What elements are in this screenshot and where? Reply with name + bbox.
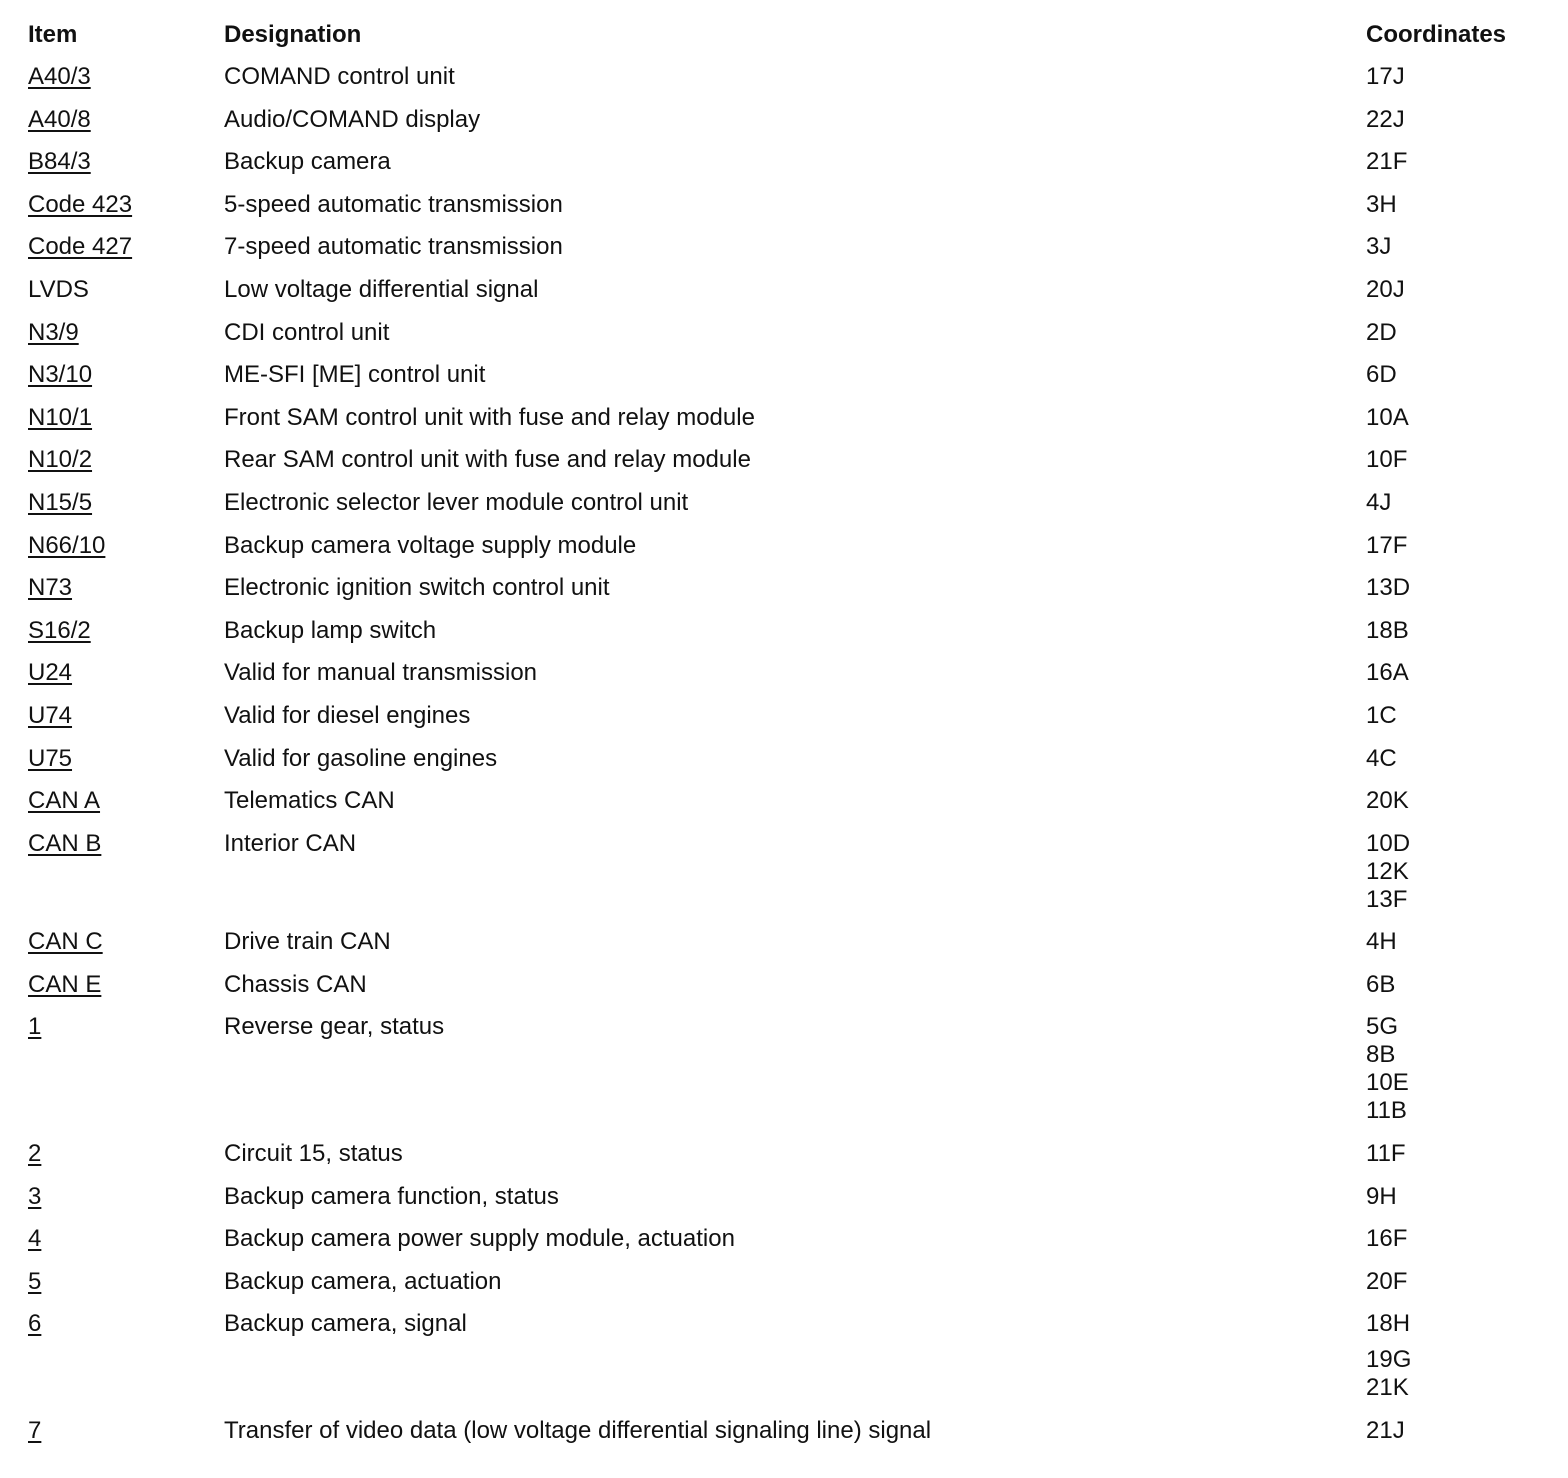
designation-cell: Valid for diesel engines (224, 701, 471, 729)
table-row (28, 610, 1548, 653)
coordinate-value: 13D (1366, 574, 1411, 602)
coordinate-value: 16F (1366, 1225, 1408, 1253)
coordinate-value: 1C (1366, 701, 1397, 729)
item-link[interactable]: Code 423 (28, 190, 133, 218)
item-link[interactable]: CAN A (28, 787, 101, 815)
coordinates-cell (1366, 1410, 1548, 1453)
coordinates-cell (1366, 652, 1548, 695)
table-row (28, 1176, 1548, 1219)
item-cell (28, 56, 224, 99)
coordinates-cell (1366, 1261, 1548, 1304)
coordinate-value: 11B (1366, 1097, 1407, 1125)
designation-cell: Transfer of video data (low voltage differential signaling line) signal (224, 1417, 932, 1445)
coordinate-value: 10A (1366, 403, 1409, 431)
item-cell (28, 354, 224, 397)
table-row (28, 269, 1548, 312)
item-cell (28, 397, 224, 440)
item-link[interactable]: N10/2 (28, 446, 93, 474)
coordinate-value: 6B (1366, 970, 1396, 998)
designation-cell: Drive train CAN (224, 928, 391, 956)
item-cell (28, 525, 224, 568)
designation-cell: ME-SFI [ME] control unit (224, 361, 486, 389)
coordinates-cell (1366, 141, 1548, 184)
item-cell (28, 1261, 224, 1304)
item-link[interactable]: N15/5 (28, 488, 93, 516)
item-cell (28, 1410, 224, 1453)
designation-cell: Telematics CAN (224, 787, 395, 815)
designation-cell: Backup camera (224, 148, 391, 176)
coordinates-cell (1366, 354, 1548, 397)
coordinate-value: 20F (1366, 1267, 1408, 1295)
legend-table (28, 14, 1548, 1453)
coordinate-value: 18H (1366, 1310, 1411, 1338)
item-cell (28, 439, 224, 482)
table-row (28, 695, 1548, 738)
item-link[interactable]: 4 (28, 1225, 42, 1253)
coordinates-cell (1366, 226, 1548, 269)
coordinates-cell (1366, 610, 1548, 653)
table-row (28, 482, 1548, 525)
coordinate-value: 21F (1366, 148, 1408, 176)
coordinate-value: 8B (1366, 1041, 1396, 1069)
table-row (28, 921, 1548, 964)
item-cell (28, 964, 224, 1007)
coordinates-cell (1366, 1133, 1548, 1176)
item-column-header: Item (28, 21, 78, 48)
coordinates-cell (1366, 269, 1548, 312)
table-row (28, 56, 1548, 99)
item-cell (28, 269, 224, 312)
item-link[interactable]: 6 (28, 1310, 42, 1338)
coordinates-cell (1366, 312, 1548, 355)
item-link[interactable]: N10/1 (28, 403, 93, 431)
coordinate-value: 12K (1366, 857, 1409, 885)
item-link[interactable]: 3 (28, 1182, 42, 1210)
item-link[interactable]: 2 (28, 1140, 42, 1168)
coordinates-cell (1366, 397, 1548, 440)
item-cell (28, 226, 224, 269)
table-row (28, 354, 1548, 397)
coordinates-cell (1366, 1006, 1548, 1133)
coordinates-cell (1366, 567, 1548, 610)
coordinates-cell (1366, 1303, 1548, 1410)
item-cell (28, 99, 224, 142)
header-row (28, 14, 1548, 56)
coordinate-value: 11F (1366, 1140, 1406, 1168)
item-cell (28, 184, 224, 227)
coordinate-value: 18B (1366, 616, 1409, 644)
coordinate-value: 3H (1366, 190, 1397, 218)
coordinate-value: 5G (1366, 1013, 1399, 1041)
table-row (28, 1218, 1548, 1261)
table-row (28, 99, 1548, 142)
coordinate-value: 20K (1366, 787, 1409, 815)
coordinate-value: 10D (1366, 829, 1411, 857)
coordinates-cell (1366, 439, 1548, 482)
coordinate-value: 10F (1366, 446, 1408, 474)
coordinate-value: 10E (1366, 1069, 1409, 1097)
coordinates-cell (1366, 738, 1548, 781)
designation-cell: Audio/COMAND display (224, 105, 481, 133)
coordinates-cell (1366, 823, 1548, 922)
coordinate-value: 9H (1366, 1182, 1397, 1210)
item-cell (28, 141, 224, 184)
coordinates-cell (1366, 482, 1548, 525)
coordinates-cell (1366, 525, 1548, 568)
designation-cell: Backup camera, actuation (224, 1267, 502, 1295)
designation-cell: Reverse gear, status (224, 1013, 445, 1041)
table-row (28, 652, 1548, 695)
table-row (28, 312, 1548, 355)
table-row (28, 780, 1548, 823)
coordinate-value: 21J (1366, 1417, 1405, 1445)
table-row (28, 567, 1548, 610)
coordinate-value: 17J (1366, 63, 1405, 90)
coordinate-value: 13F (1366, 885, 1408, 913)
coordinates-cell (1366, 184, 1548, 227)
coordinates-cell (1366, 921, 1548, 964)
designation-cell: Backup camera voltage supply module (224, 531, 637, 559)
item-label: LVDS (28, 275, 89, 303)
designation-cell: Electronic ignition switch control unit (224, 574, 610, 602)
item-cell (28, 738, 224, 781)
item-link[interactable]: S16/2 (28, 616, 91, 644)
coordinates-cell (1366, 56, 1548, 99)
coordinates-cell (1366, 780, 1548, 823)
item-link[interactable]: 7 (28, 1417, 42, 1445)
table-row (28, 1303, 1548, 1410)
coordinate-value: 3J (1366, 233, 1392, 261)
item-cell (28, 1176, 224, 1219)
item-cell (28, 921, 224, 964)
coordinate-value: 16A (1366, 659, 1409, 687)
designation-cell: Rear SAM control unit with fuse and relay module (224, 446, 751, 474)
coordinate-value: 20J (1366, 275, 1405, 303)
designation-cell: Low voltage differential signal (224, 275, 539, 303)
item-cell (28, 652, 224, 695)
coordinate-value: 2D (1366, 318, 1397, 346)
item-cell (28, 695, 224, 738)
item-link[interactable]: CAN B (28, 829, 102, 857)
table-row (28, 1410, 1548, 1453)
legend-table-header (28, 14, 1548, 56)
designation-cell: 5-speed automatic transmission (224, 190, 563, 218)
table-row (28, 226, 1548, 269)
designation-cell: COMAND control unit (224, 63, 455, 90)
item-cell (28, 567, 224, 610)
item-link[interactable]: N66/10 (28, 531, 106, 559)
item-cell (28, 610, 224, 653)
item-link[interactable]: N3/9 (28, 318, 79, 346)
coordinates-cell (1366, 99, 1548, 142)
item-cell (28, 312, 224, 355)
designation-cell: Front SAM control unit with fuse and relay module (224, 403, 755, 431)
table-row (28, 397, 1548, 440)
table-row (28, 1133, 1548, 1176)
item-link[interactable]: U75 (28, 744, 73, 772)
coordinates-cell (1366, 964, 1548, 1007)
table-row (28, 1261, 1548, 1304)
item-cell (28, 1303, 224, 1410)
legend-table-body (28, 56, 1548, 1453)
item-cell (28, 482, 224, 525)
table-row (28, 184, 1548, 227)
item-link[interactable]: A40/8 (28, 105, 91, 133)
designation-cell: 7-speed automatic transmission (224, 233, 563, 261)
item-cell (28, 1133, 224, 1176)
item-link[interactable]: A40/3 (28, 63, 91, 90)
coordinate-value: 4J (1366, 488, 1392, 516)
coordinates-column-header: Coordinates (1366, 21, 1507, 48)
designation-cell: Valid for gasoline engines (224, 744, 498, 772)
item-link[interactable]: Code 427 (28, 233, 133, 261)
designation-column-header: Designation (224, 21, 362, 48)
item-cell (28, 780, 224, 823)
item-link[interactable]: N73 (28, 574, 73, 602)
coordinate-value: 4C (1366, 744, 1397, 772)
coordinate-value: 21K (1366, 1374, 1409, 1402)
table-row (28, 141, 1548, 184)
designation-cell: Chassis CAN (224, 970, 367, 998)
item-link[interactable]: U74 (28, 701, 73, 729)
coordinate-value: 19G (1366, 1346, 1412, 1374)
table-row (28, 1006, 1548, 1133)
item-link[interactable]: 1 (28, 1013, 42, 1041)
coordinates-cell (1366, 1218, 1548, 1261)
item-link[interactable]: N3/10 (28, 361, 93, 389)
coordinates-cell (1366, 1176, 1548, 1219)
table-row (28, 439, 1548, 482)
designation-cell: Circuit 15, status (224, 1140, 403, 1168)
designation-cell: Electronic selector lever module control unit (224, 488, 689, 516)
designation-cell: Backup lamp switch (224, 616, 437, 644)
designation-cell: Interior CAN (224, 829, 357, 857)
designation-cell: CDI control unit (224, 318, 390, 346)
coordinates-cell (1366, 695, 1548, 738)
coordinate-value: 22J (1366, 105, 1405, 133)
item-link[interactable]: 5 (28, 1267, 42, 1295)
designation-cell: Backup camera, signal (224, 1310, 467, 1338)
table-row (28, 738, 1548, 781)
item-cell (28, 823, 224, 922)
item-cell (28, 1218, 224, 1261)
item-link[interactable]: B84/3 (28, 148, 91, 176)
table-row (28, 964, 1548, 1007)
table-row (28, 525, 1548, 568)
coordinate-value: 17F (1366, 531, 1408, 559)
item-link[interactable]: CAN C (28, 928, 103, 956)
designation-cell: Backup camera power supply module, actuation (224, 1225, 735, 1253)
coordinate-value: 4H (1366, 928, 1397, 956)
designation-cell: Valid for manual transmission (224, 659, 538, 687)
item-link[interactable]: U24 (28, 659, 73, 687)
table-row (28, 823, 1548, 922)
coordinate-value: 6D (1366, 361, 1397, 389)
item-link[interactable]: CAN E (28, 970, 102, 998)
designation-cell: Backup camera function, status (224, 1182, 559, 1210)
item-cell (28, 1006, 224, 1133)
